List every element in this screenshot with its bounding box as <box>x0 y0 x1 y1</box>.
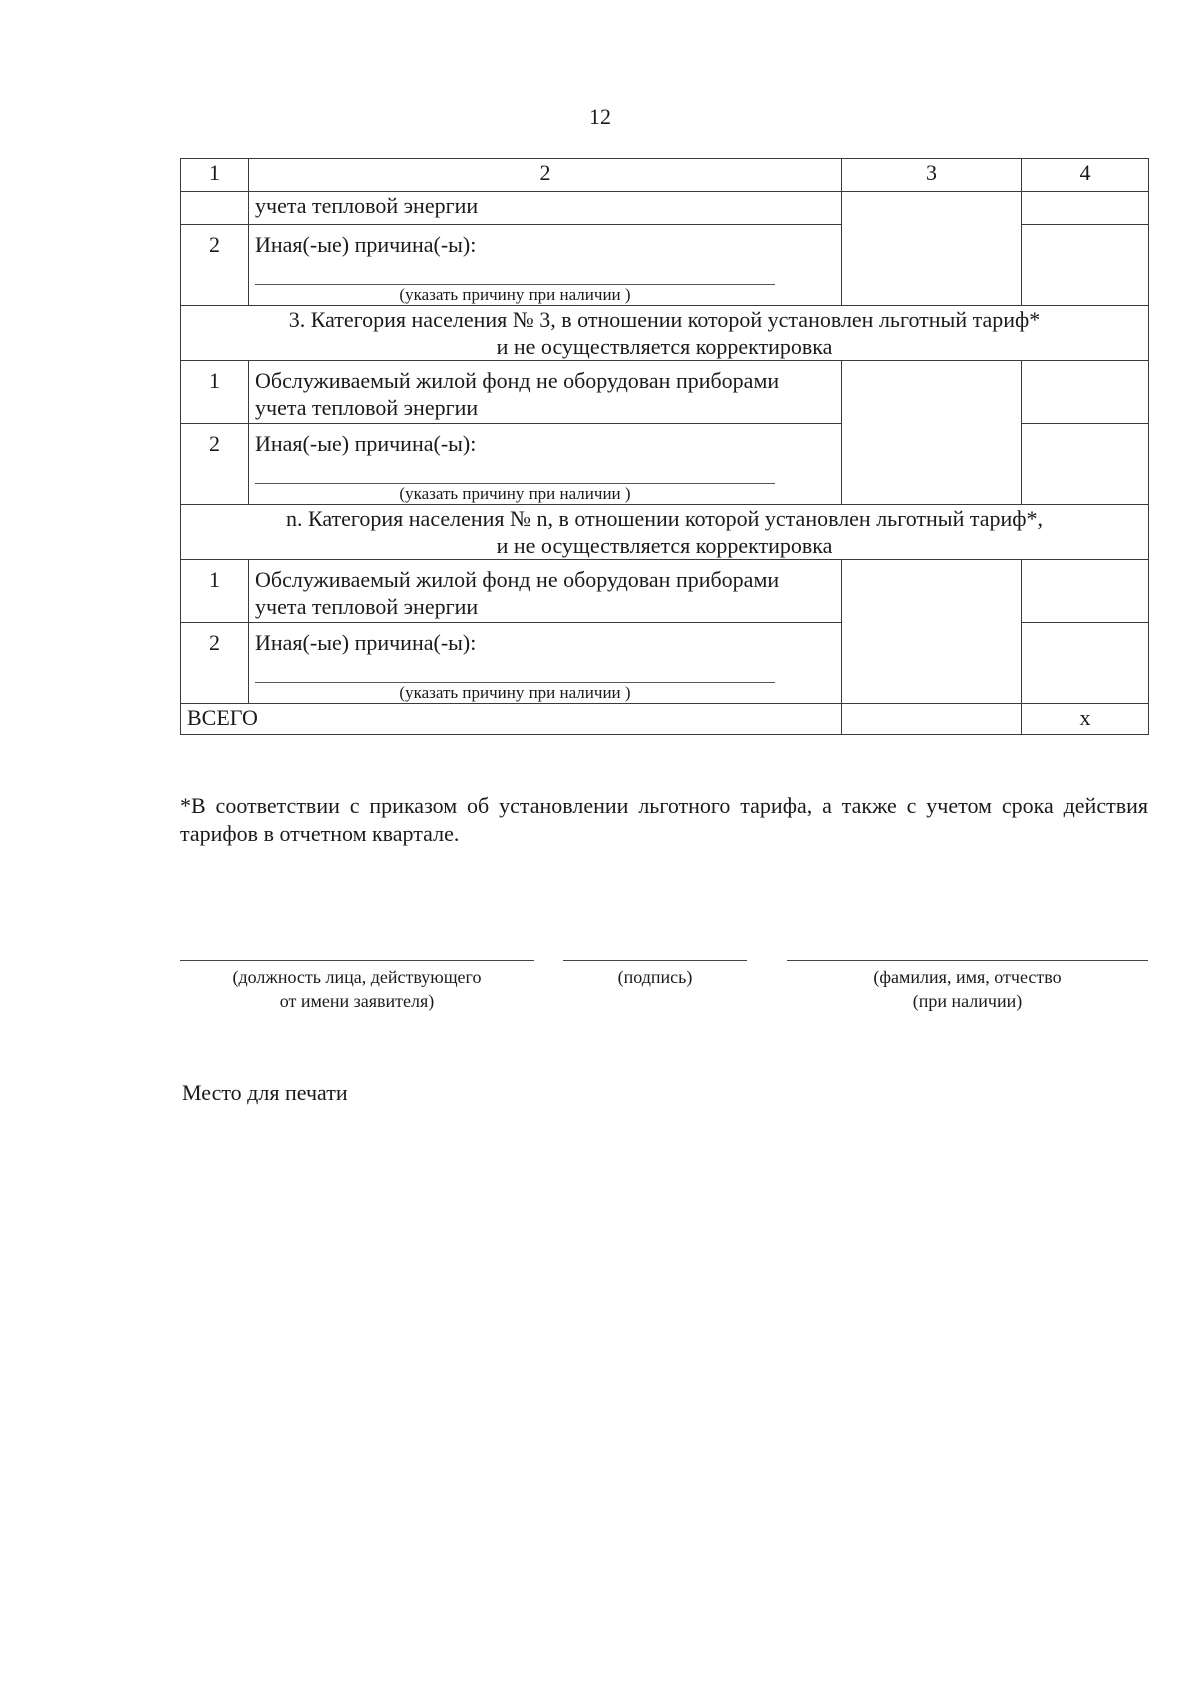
stamp-place: Место для печати <box>182 1080 348 1105</box>
category-title-row <box>181 306 1149 361</box>
reason-hint: (указать причину при наличии ) <box>399 484 631 503</box>
row-text-line1: Обслуживаемый жилой фонд не оборудован приборами <box>255 567 780 592</box>
value-col-4[interactable] <box>1022 623 1149 704</box>
reason-hint: (указать причину при наличии ) <box>399 285 631 304</box>
category-title <box>181 306 1149 361</box>
row-text: учета тепловой энергии <box>249 192 842 225</box>
category-title-line2: и не осуществляется корректировка <box>496 334 833 359</box>
footnote: *В соответствии с приказом об установлении льготного тарифа, а также с учетом срока действия тарифов в отчетном квартале. <box>180 793 1148 846</box>
value-col-3[interactable] <box>842 192 1022 306</box>
correction-table <box>180 158 1149 735</box>
row-num: 2 <box>181 225 249 306</box>
row-num <box>181 192 249 225</box>
full-name-caption-line1: (фамилия, имя, отчество <box>873 967 1062 987</box>
full-name-caption-line2: (при наличии) <box>912 991 1023 1011</box>
value-col-4[interactable] <box>1022 192 1149 225</box>
signature-line[interactable] <box>563 960 747 961</box>
reason-blank-line[interactable] <box>255 264 775 285</box>
full-name-line[interactable] <box>787 960 1148 961</box>
category-title-line1: 3. Категория населения № 3, в отношении которой установлен льготный тариф* <box>288 307 1041 332</box>
row-text <box>249 361 842 424</box>
value-col-4[interactable] <box>1022 424 1149 505</box>
reason-cell <box>249 424 842 505</box>
total-col-4: x <box>1022 704 1149 735</box>
reason-blank-line[interactable] <box>255 463 775 484</box>
category-title-line2: и не осуществляется корректировка <box>496 533 833 558</box>
page-number: 12 <box>589 104 611 129</box>
position-caption-line1: (должность лица, действующего <box>232 967 482 987</box>
value-col-3[interactable] <box>842 361 1022 505</box>
reason-cell <box>249 623 842 704</box>
row-num: 2 <box>181 623 249 704</box>
reason-hint: (указать причину при наличии ) <box>399 683 631 702</box>
header-col-1: 1 <box>181 159 249 192</box>
row-text-line1: Обслуживаемый жилой фонд не оборудован приборами <box>255 368 780 393</box>
reason-label: Иная(-ые) причина(-ы): <box>255 630 477 655</box>
reason-blank-line[interactable] <box>255 662 775 683</box>
row-num: 1 <box>181 361 249 424</box>
table-row <box>181 560 1149 623</box>
position-signature-line[interactable] <box>180 960 534 961</box>
value-col-4[interactable] <box>1022 361 1149 424</box>
table-header-row <box>181 159 1149 192</box>
value-col-3[interactable] <box>842 560 1022 704</box>
header-col-4: 4 <box>1022 159 1149 192</box>
table-row <box>181 361 1149 424</box>
reason-label: Иная(-ые) причина(-ы): <box>255 232 477 257</box>
total-col-3[interactable] <box>842 704 1022 735</box>
full-name-caption <box>787 965 1148 1013</box>
row-num: 1 <box>181 560 249 623</box>
row-text <box>249 560 842 623</box>
category-title-row <box>181 505 1149 560</box>
position-caption <box>180 965 534 1013</box>
row-num: 2 <box>181 424 249 505</box>
total-row <box>181 704 1149 735</box>
total-label: ВСЕГО <box>181 704 842 735</box>
signature-caption: (подпись) <box>617 967 693 987</box>
table-row <box>181 192 1149 225</box>
reason-cell <box>249 225 842 306</box>
category-title <box>181 505 1149 560</box>
value-col-4[interactable] <box>1022 225 1149 306</box>
value-col-4[interactable] <box>1022 560 1149 623</box>
header-col-2: 2 <box>249 159 842 192</box>
row-text-line2: учета тепловой энергии <box>255 395 479 420</box>
position-caption-line2: от имени заявителя) <box>279 991 435 1011</box>
reason-label: Иная(-ые) причина(-ы): <box>255 431 477 456</box>
category-title-line1: n. Категория населения № n, в отношении которой установлен льготный тариф*, <box>285 506 1044 531</box>
row-text-line2: учета тепловой энергии <box>255 594 479 619</box>
header-col-3: 3 <box>842 159 1022 192</box>
